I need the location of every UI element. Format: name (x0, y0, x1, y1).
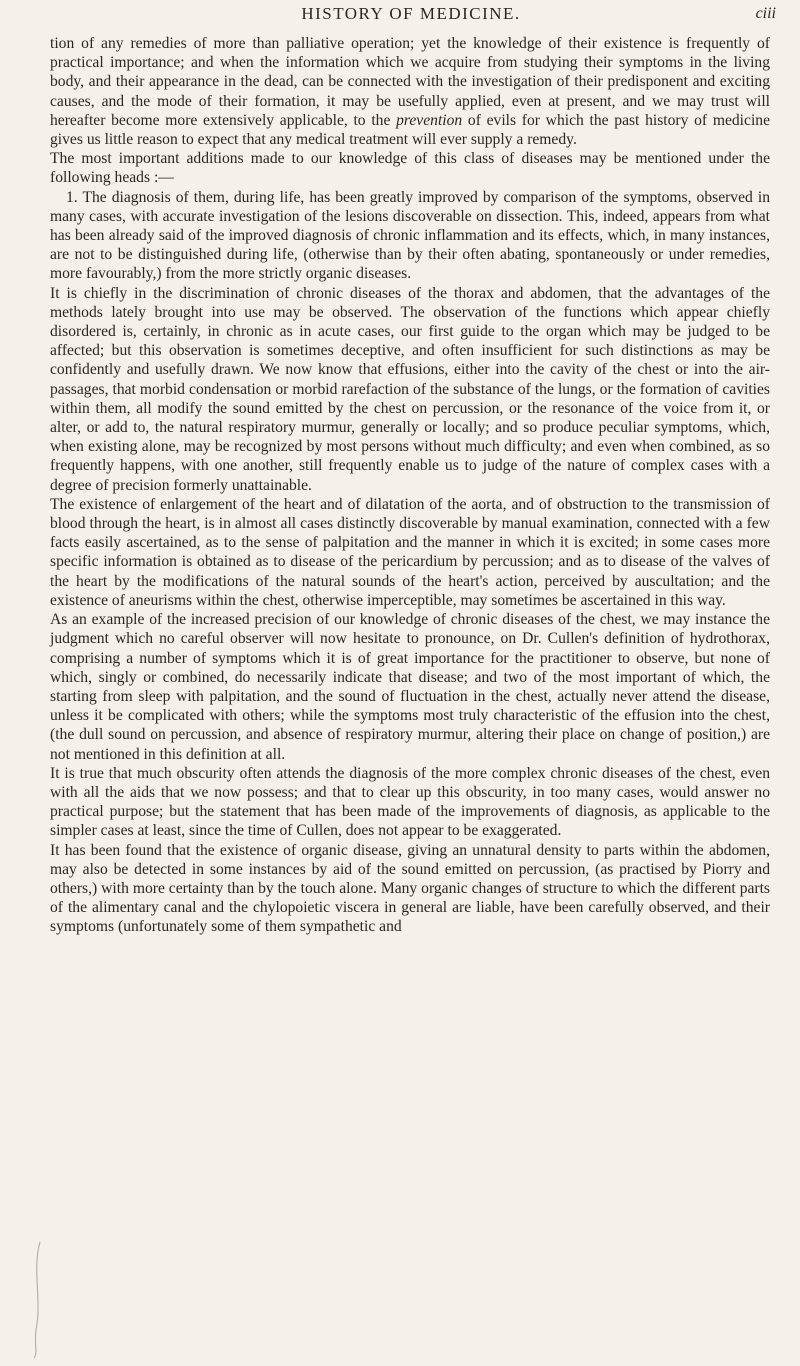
paragraph: As an example of the increased precision of our knowledge of chronic diseases of the chest, we may instance the judgment which no careful observer will now hesitate to pronounce, on Dr. Cullen's definition of hydrothorax, comprising a number of symptoms which it is of great importance for the practitioner to observe, but none of which, singly or combined, do necessarily indicate that disease; and two of the most important of which, the starting from sleep with palpitation, and the sound of fluctuation in the chest, actually never attend the disease, unless it be complicated with others; while the symptoms most truly characteristic of the effusion into the chest, (the dull sound on percussion, and absence of respiratory murmur, altering their place on change of position,) are not mentioned in this definition at all. (50, 611, 770, 763)
paragraph: It is true that much obscurity often attends the diagnosis of the more complex chronic diseases of the chest, even with all the aids that we now possess; and that to clear up this obscurity, in too many cases, would answer no practical purpose; but the statement that has been made of the improvements of diagnosis, as applicable to the simpler cases at least, since the time of Cullen, does not appear to be exaggerated. (50, 764, 770, 840)
paragraph: The most important additions made to our knowledge of this class of diseases may be mentioned under the following heads :— (50, 150, 770, 187)
body-text (50, 34, 770, 937)
paragraph-continuation (50, 34, 770, 149)
running-title: HISTORY OF MEDICINE. (301, 4, 521, 23)
paragraph-text: of evils for which the past history of medicine gives us little reason to expect that any medical treatment will ever supply a remedy. (50, 111, 770, 149)
emphasized-word: prevention (396, 111, 463, 129)
page-number: ciii (755, 5, 776, 22)
page-margin-mark (28, 1240, 46, 1360)
paragraph: The existence of enlargement of the heart and of dilatation of the aorta, and of obstruction to the transmission of blood through the heart, is in almost all cases distinctly discoverable by manual examination, connected with a few facts easily ascertained, as to the sense of palpitation and the manner in which it is excited; in some cases more specific information is obtained as to disease of the pericardium by percussion; and as to disease of the valves of the heart by the modifications of the natural sounds of the heart's action, perceived by auscultation; and the existence of aneurisms within the chest, otherwise imperceptible, may sometimes be ascertained in this way. (50, 495, 770, 609)
paragraph: It is chiefly in the discrimination of chronic diseases of the thorax and abdomen, that the advantages of the methods lately brought into use may be observed. The observation of the functions which appear chiefly disordered is, certainly, in chronic as in acute cases, our first guide to the organ which may be judged to be affected; but this observation is sometimes deceptive, and often insufficient for such distinctions as may be confidently and usefully drawn. We now know that effusions, either into the cavity of the chest or into the air-passages, that morbid condensation or morbid rarefaction of the substance of the lungs, or the formation of cavities within them, all modify the sound emitted by the chest on percussion, or the resonance of the voice from it, or alter, or add to, the natural respiratory murmur, generally or locally; and so produce peculiar symptoms, which, when existing alone, may be recognized by most persons without much difficulty; and even when combined, as so frequently happens, with one another, still frequently enable us to judge of the nature of complex cases with a degree of precision formerly unattainable. (50, 284, 770, 494)
paragraph-text: tion of any remedies of more than palliative operation; yet the knowledge of their existence is frequently of practical importance; and when the information which we acquire from studying their symptoms in the living body, and their appearance in the dead, can be connected with the investigation of their predisponent and exciting causes, and the mode of their formation, it may be usefully applied, even at present, and we may trust will hereafter become more extensively applicable, to the (50, 35, 770, 129)
paragraph: It has been found that the existence of organic disease, giving an unnatural density to parts within the abdomen, may also be detected in some instances by aid of the sound emitted on percussion, (as practised by Piorry and others,) with more certainty than by the touch alone. Many organic changes of structure to which the different parts of the alimentary canal and the chylopoietic viscera in general are liable, have been carefully observed, and their symptoms (unfortunately some of them sympathetic and (50, 841, 770, 936)
numbered-paragraph: 1. The diagnosis of them, during life, has been greatly improved by comparison of the symptoms, observed in many cases, with accurate investigation of the lesions discoverable on dissection. This, indeed, appears from what has been already said of the improved diagnosis of chronic inflammation and its effects, which, in many instances, are not to be distinguished during life, (otherwise than by their often abating, spontaneously or under remedies, more favourably,) from the more strictly organic diseases. (50, 188, 770, 283)
running-head (46, 2, 776, 26)
